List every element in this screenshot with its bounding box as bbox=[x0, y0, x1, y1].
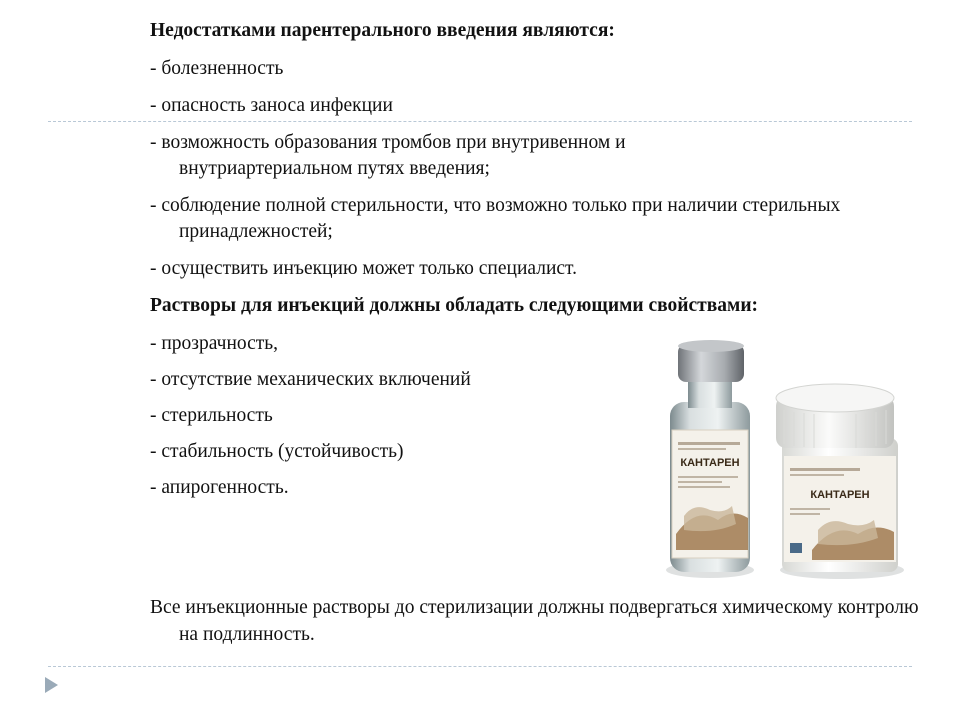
property-item: - прозрачность, bbox=[150, 333, 279, 354]
drawback-item: - болезненность bbox=[150, 58, 284, 79]
product-photo bbox=[662, 338, 910, 588]
drawback-item: - опасность заноса инфекции bbox=[150, 95, 393, 116]
jar-brand: КАНТАРЕН bbox=[810, 489, 870, 501]
property-item: - апирогенность. bbox=[150, 477, 289, 498]
property-item: - стерильность bbox=[150, 405, 273, 426]
drawback-item: - соблюдение полной стерильности, что возможно только при наличии стерильных принадлежностей; bbox=[150, 195, 841, 242]
next-slide-arrow-icon[interactable] bbox=[45, 677, 58, 693]
heading-properties: Растворы для инъекций должны обладать следующими свойствами: bbox=[150, 295, 759, 316]
drawback-item: - осуществить инъекцию может только специалист. bbox=[150, 258, 577, 279]
heading-drawbacks: Недостатками парентерального введения являются: bbox=[150, 20, 615, 41]
property-item: - отсутствие механических включений bbox=[150, 369, 471, 390]
property-item: - стабильность (устойчивость) bbox=[150, 441, 404, 462]
drawback-item: - возможность образования тромбов при внутривенном и внутриартериальном путях введения; bbox=[150, 132, 626, 179]
footer-note: Все инъекционные растворы до стерилизации должны подвергаться химическому контролю на подлинность. bbox=[150, 597, 919, 645]
vial bbox=[666, 340, 754, 578]
divider-bottom bbox=[48, 666, 912, 667]
jar bbox=[776, 384, 904, 579]
vial-brand: КАНТАРЕН bbox=[680, 457, 740, 469]
